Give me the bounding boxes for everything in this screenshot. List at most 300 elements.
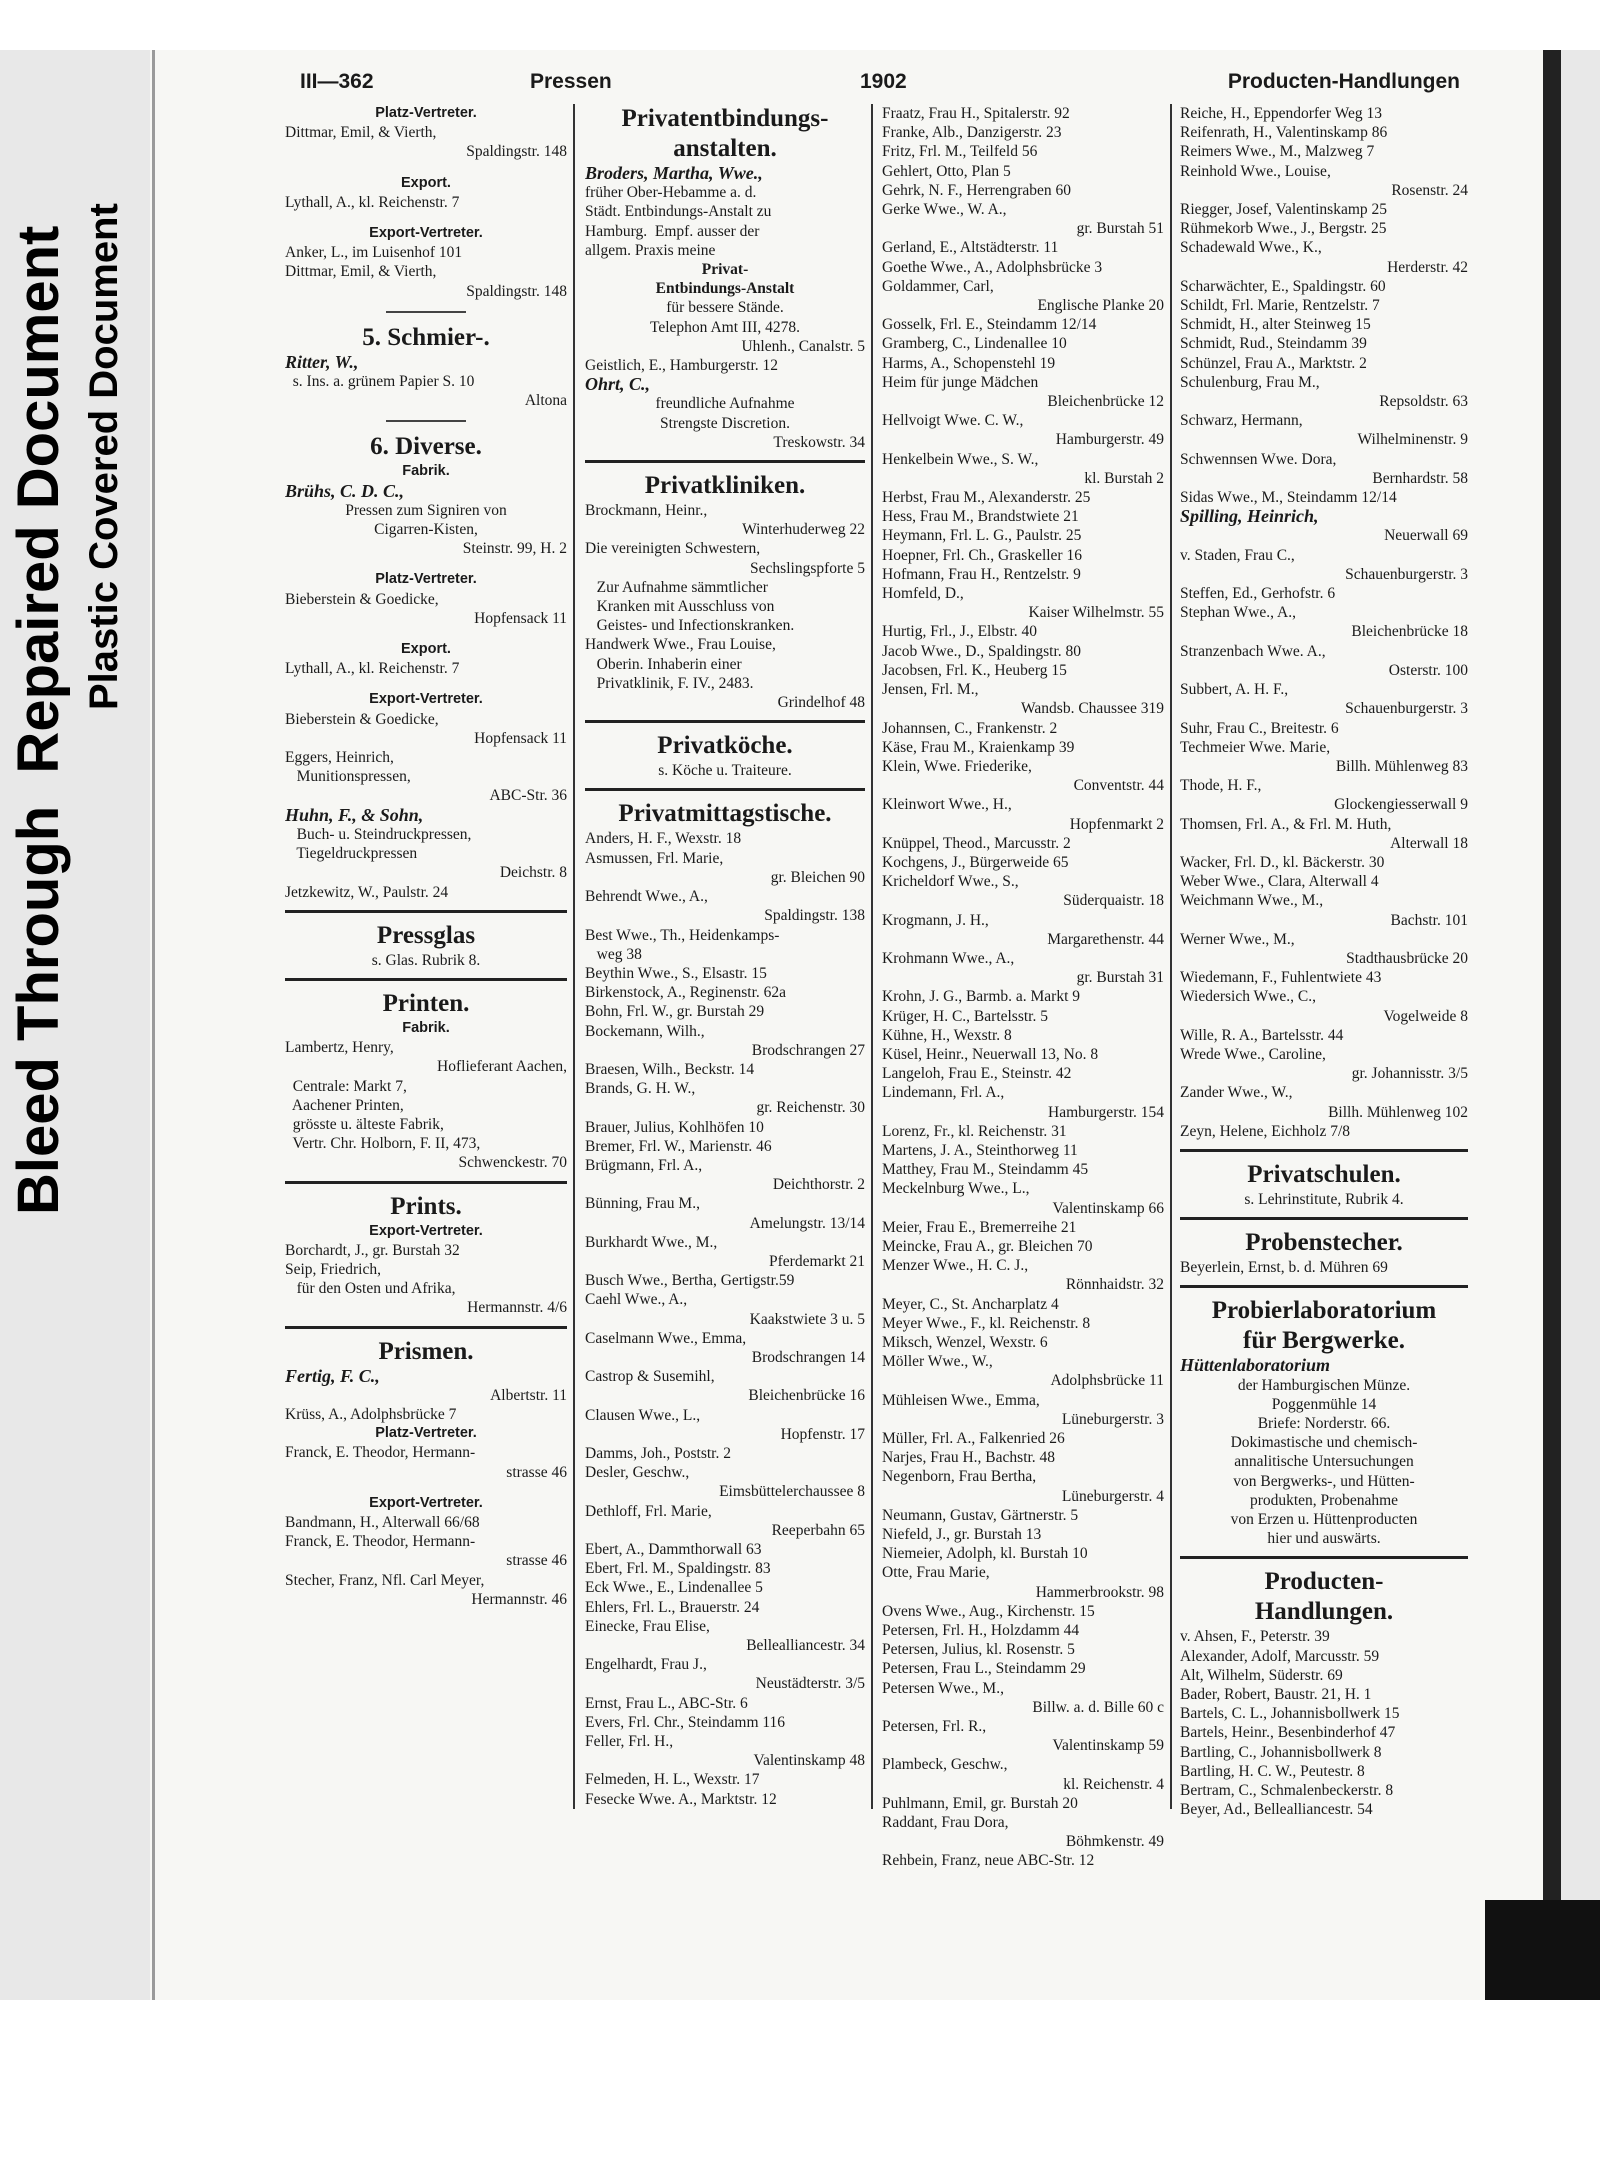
entry-line: Franck, E. Theodor, Hermann- bbox=[285, 1444, 476, 1462]
entry-line: Kaakstwiete 3 u. 5 bbox=[749, 1310, 865, 1328]
entry-line: Deichthorstr. 2 bbox=[772, 1176, 865, 1194]
entry-line: Bartling, H. C. W., Peutestr. 8 bbox=[1180, 1762, 1365, 1780]
entry-line: Mühleisen Wwe., Emma, bbox=[882, 1391, 1040, 1409]
entry-line: Narjes, Frau H., Bachstr. 48 bbox=[882, 1449, 1056, 1467]
section-rule bbox=[1180, 1149, 1468, 1152]
entry-line: Gosselk, Frl. E., Steindamm 12/14 bbox=[882, 316, 1097, 334]
entry-line: Wacker, Frl. D., kl. Bäckerstr. 30 bbox=[1180, 853, 1385, 871]
entry-line: Thode, H. F., bbox=[1180, 777, 1262, 795]
entry-line: Stecher, Franz, Nfl. Carl Meyer, bbox=[285, 1571, 485, 1589]
spacer bbox=[285, 162, 567, 174]
entry-line: Briefe: Norderstr. 66. bbox=[1257, 1414, 1391, 1432]
entry-line: für bessere Stände. bbox=[666, 299, 784, 317]
entry-line: Petersen Wwe., M., bbox=[882, 1679, 1004, 1697]
entry-line: Jensen, Frl. M., bbox=[882, 681, 979, 699]
section-heading: Privatschulen. bbox=[1247, 1160, 1401, 1188]
entry-line: kl. Reichenstr. 4 bbox=[1063, 1775, 1164, 1793]
entry-line: Ovens Wwe., Aug., Kirchenstr. 15 bbox=[882, 1602, 1095, 1620]
entry-line: gr. Reichenstr. 30 bbox=[756, 1099, 865, 1117]
entry-line: Sidas Wwe., M., Steindamm 12/14 bbox=[1180, 489, 1397, 507]
entry-line: Sechslingspforte 5 bbox=[750, 559, 865, 577]
entry-line: Beyer, Ad., Bellealliancestr. 54 bbox=[1180, 1801, 1373, 1819]
entry-line: Neumann, Gustav, Gärtnerstr. 5 bbox=[882, 1506, 1079, 1524]
entry-line: Bandmann, H., Alterwall 66/68 bbox=[285, 1513, 480, 1531]
featured-entry: Hüttenlaboratorium bbox=[1180, 1356, 1331, 1376]
spacer bbox=[285, 558, 567, 570]
entry-line: Meyer, C., St. Ancharplatz 4 bbox=[882, 1295, 1059, 1313]
entry-line: Süderquaistr. 18 bbox=[1063, 892, 1164, 910]
entry-line: Hess, Frau M., Brandstwiete 21 bbox=[882, 508, 1079, 526]
entry-line: von Bergwerks-, und Hütten- bbox=[1233, 1472, 1415, 1490]
entry-line: Rönnhaidstr. 32 bbox=[1065, 1276, 1164, 1294]
scan-corner-block bbox=[1485, 1900, 1600, 2000]
page-number: III—362 bbox=[300, 70, 374, 93]
entry-line: Asmussen, Frl. Marie, bbox=[585, 849, 724, 867]
entry-line: Lythall, A., kl. Reichenstr. 7 bbox=[285, 660, 460, 678]
entry-line: Heim für junge Mädchen bbox=[882, 373, 1039, 391]
section-rule bbox=[585, 720, 865, 723]
entry-line: strasse 46 bbox=[506, 1463, 567, 1481]
entry-line: Geistes- und Infectionskranken. bbox=[585, 617, 795, 635]
section-heading: Privatkliniken. bbox=[644, 472, 806, 500]
entry-line: Margarethenstr. 44 bbox=[1047, 930, 1164, 948]
entry-line: Subbert, A. H. F., bbox=[1180, 681, 1289, 699]
entry-line: Uhlenh., Canalstr. 5 bbox=[741, 337, 865, 355]
entry-line: Glockengiesserwall 9 bbox=[1334, 796, 1468, 814]
entry-line: gr. Burstah 51 bbox=[1076, 220, 1164, 238]
entry-line: Franke, Alb., Danzigerstr. 23 bbox=[882, 124, 1062, 142]
entry-line: Hellvoigt Wwe. C. W., bbox=[882, 412, 1024, 430]
entry-line: Eggers, Heinrich, bbox=[285, 749, 394, 767]
entry-line: Meier, Frau E., Bremerreihe 21 bbox=[882, 1218, 1077, 1236]
subsection-label: Platz-Vertreter. bbox=[375, 105, 477, 121]
section-heading: Probenstecher. bbox=[1245, 1229, 1403, 1257]
entry-line: Stranzenbach Wwe. A., bbox=[1180, 642, 1326, 660]
entry-line: Meincke, Frau A., gr. Bleichen 70 bbox=[882, 1237, 1093, 1255]
entry-line: Bernhardstr. 58 bbox=[1372, 469, 1468, 487]
entry-line: Valentinskamp 59 bbox=[1052, 1737, 1164, 1755]
section-heading: Privatmittagstische. bbox=[618, 800, 832, 828]
section-rule bbox=[1180, 1285, 1468, 1288]
entry-line: Bünning, Frau M., bbox=[585, 1195, 700, 1213]
subsection-label: Fabrik. bbox=[402, 1019, 450, 1036]
entry-line: kl. Burstah 2 bbox=[1084, 469, 1164, 487]
spacer bbox=[285, 212, 567, 224]
entry-line: Goethe Wwe., A., Adolphsbrücke 3 bbox=[882, 258, 1103, 276]
entry-line: strasse 46 bbox=[506, 1552, 567, 1570]
entry-line: Weichmann Wwe., M., bbox=[1180, 892, 1324, 910]
entry-line: Bartling, C., Johannisbollwerk 8 bbox=[1180, 1743, 1382, 1761]
entry-line: Spaldingstr. 148 bbox=[466, 143, 567, 161]
entry-line: Fraatz, Frau H., Spitalerstr. 92 bbox=[882, 105, 1070, 122]
entry-line: Spaldingstr. 138 bbox=[764, 907, 865, 925]
entry-line: Handwerk Wwe., Frau Louise, bbox=[585, 636, 776, 654]
entry-line: Reimers Wwe., M., Malzweg 7 bbox=[1180, 143, 1375, 161]
entry-line: früher Ober-Hebamme a. d. bbox=[585, 184, 757, 202]
section-rule bbox=[585, 460, 865, 463]
entry-line: grösste u. älteste Fabrik, bbox=[285, 1115, 444, 1133]
entry-line: Adolphsbrücke 11 bbox=[1050, 1372, 1164, 1390]
topic-title: Producten-Handlungen bbox=[1227, 70, 1460, 93]
entry-line: Kühne, H., Wexstr. 8 bbox=[882, 1026, 1012, 1044]
entry-line: weg 38 bbox=[585, 945, 642, 963]
entry-line: Bockemann, Wilh., bbox=[585, 1022, 705, 1040]
entry-line: Bleichenbrücke 18 bbox=[1351, 623, 1468, 641]
entry-line: Altona bbox=[524, 392, 567, 410]
entry-line: Knüppel, Theod., Marcusstr. 2 bbox=[882, 834, 1071, 852]
entry-line: Klein, Wwe. Friederike, bbox=[882, 757, 1032, 775]
entry-line: Schünzel, Frau A., Marktstr. 2 bbox=[1180, 354, 1367, 372]
entry-line: Hoepner, Frl. Ch., Graskeller 16 bbox=[882, 546, 1082, 564]
featured-entry: Spilling, Heinrich, bbox=[1180, 507, 1319, 527]
entry-line: annalitische Untersuchungen bbox=[1234, 1453, 1414, 1471]
entry-line: Kaiser Wilhelmstr. 55 bbox=[1028, 604, 1164, 622]
spacer bbox=[285, 678, 567, 690]
entry-line: für den Osten und Afrika, bbox=[285, 1280, 456, 1298]
entry-line: Hermannstr. 46 bbox=[471, 1590, 567, 1608]
featured-entry: Ohrt, C., bbox=[585, 375, 651, 395]
entry-line: Wille, R. A., Bartelsstr. 44 bbox=[1180, 1026, 1344, 1044]
subsection-label: Export. bbox=[401, 641, 451, 658]
entry-line: Valentinskamp 66 bbox=[1052, 1199, 1164, 1217]
entry-line: Geistlich, E., Hamburgerstr. 12 bbox=[585, 357, 779, 375]
entry-line: Wiedemann, F., Fuhlentwiete 43 bbox=[1180, 969, 1382, 987]
entry-line: Wrede Wwe., Caroline, bbox=[1180, 1045, 1326, 1063]
entry-line: Meckelnburg Wwe., L., bbox=[882, 1180, 1030, 1198]
entry-line: Beythin Wwe., S., Elsastr. 15 bbox=[585, 964, 767, 982]
entry-line: freundliche Aufnahme bbox=[655, 395, 795, 413]
entry-line: Jetzkewitz, W., Paulstr. 24 bbox=[285, 883, 449, 901]
entry-line: Bleichenbrücke 12 bbox=[1047, 393, 1164, 411]
entry-line: Miksch, Wenzel, Wexstr. 6 bbox=[882, 1334, 1048, 1351]
entry-line: Niefeld, J., gr. Burstah 13 bbox=[882, 1526, 1042, 1544]
section-heading: Prismen. bbox=[378, 1337, 474, 1365]
entry-line: Damms, Joh., Poststr. 2 bbox=[585, 1444, 731, 1462]
section-heading: Probierlaboratorium für Bergwerke. bbox=[1211, 1297, 1437, 1355]
entry-line: Amelungstr. 13/14 bbox=[749, 1214, 865, 1232]
entry-line: Reeperbahn 65 bbox=[771, 1521, 865, 1539]
entry-line: Gerke Wwe., W. A., bbox=[882, 201, 1007, 219]
featured-entry: Huhn, F., & Sohn, bbox=[285, 805, 424, 825]
entry-line: Wilhelminenstr. 9 bbox=[1357, 431, 1468, 449]
section-rule bbox=[285, 910, 567, 913]
entry-line: Meyer Wwe., F., kl. Reichenstr. 8 bbox=[882, 1314, 1091, 1332]
entry-line: Zander Wwe., W., bbox=[1180, 1084, 1293, 1102]
entry-line: Caselmann Wwe., Emma, bbox=[585, 1329, 747, 1347]
entry-line: Stephan Wwe., A., bbox=[1180, 604, 1296, 622]
entry-line: Hopfenstr. 17 bbox=[780, 1425, 865, 1443]
entry-line: Franck, E. Theodor, Hermann- bbox=[285, 1533, 476, 1551]
entry-line: Schwenckestr. 70 bbox=[458, 1154, 567, 1172]
entry-line: Hofmann, Frau H., Rentzelstr. 9 bbox=[882, 565, 1081, 583]
side-label-secondary: Plastic Covered Document bbox=[82, 203, 126, 710]
entry-line: Billh. Mühlenweg 83 bbox=[1335, 757, 1468, 775]
entry-line: Privat- bbox=[701, 261, 749, 279]
entry-line: Bartels, C. L., Johannisbollwerk 15 bbox=[1180, 1705, 1400, 1723]
entry-line: Fesecke Wwe. A., Marktstr. 12 bbox=[585, 1790, 777, 1808]
column-2 bbox=[585, 104, 865, 1809]
entry-line: Bertram, C., Schmalenbeckerstr. 8 bbox=[1180, 1782, 1394, 1800]
entry-line: Burkhardt Wwe., M., bbox=[585, 1233, 718, 1251]
entry-line: Schauenburgerstr. 3 bbox=[1345, 700, 1468, 718]
entry-line: Plambeck, Geschw., bbox=[882, 1756, 1008, 1774]
entry-line: Suhr, Frau C., Breitestr. 6 bbox=[1180, 719, 1339, 737]
entry-line: gr. Burstah 31 bbox=[1076, 969, 1164, 987]
entry-line: v. Staden, Frau C., bbox=[1180, 546, 1295, 564]
entry-line: Grindelhof 48 bbox=[777, 694, 865, 712]
entry-line: Brockmann, Heinr., bbox=[585, 502, 708, 520]
entry-line: Beyerlein, Ernst, b. d. Mühren 69 bbox=[1180, 1259, 1388, 1277]
entry-line: Jacob Wwe., D., Spaldingstr. 80 bbox=[882, 642, 1082, 660]
entry-line: Dittmar, Emil, & Vierth, bbox=[285, 124, 437, 142]
scan-right-border bbox=[1543, 50, 1561, 2000]
featured-entry: Ritter, W., bbox=[285, 352, 359, 372]
entry-line: Behrendt Wwe., A., bbox=[585, 888, 708, 906]
entry-line: Thomsen, Frl. A., & Frl. M. Huth, bbox=[1180, 815, 1392, 833]
entry-line: Alexander, Adolf, Marcusstr. 59 bbox=[1180, 1647, 1380, 1665]
section-heading: Producten- Handlungen. bbox=[1254, 1568, 1394, 1626]
entry-line: Gramberg, C., Lindenallee 10 bbox=[882, 335, 1067, 353]
entry-line: Petersen, Julius, kl. Rosenstr. 5 bbox=[882, 1641, 1075, 1659]
entry-line: Feller, Frl. H., bbox=[585, 1733, 674, 1751]
entry-line: Hamburg. Empf. ausser der bbox=[585, 222, 760, 240]
featured-entry: Broders, Martha, Wwe., bbox=[585, 164, 763, 183]
entry-line: Böhmkenstr. 49 bbox=[1065, 1833, 1164, 1851]
entry-line: Borchardt, J., gr. Burstah 32 bbox=[285, 1241, 460, 1259]
entry-line: Reiche, H., Eppendorfer Weg 13 bbox=[1180, 105, 1383, 122]
entry-line: Ernst, Frau L., ABC-Str. 6 bbox=[585, 1694, 748, 1712]
entry-line: Weber Wwe., Clara, Alterwall 4 bbox=[1180, 873, 1379, 891]
featured-entry: Fertig, F. C., bbox=[285, 1366, 380, 1386]
entry-line: v. Ahsen, F., Peterstr. 39 bbox=[1180, 1628, 1330, 1646]
entry-line: Niemeier, Adolph, kl. Burstah 10 bbox=[882, 1545, 1088, 1563]
entry-line: Hopfensack 11 bbox=[474, 729, 567, 747]
entry-line: Vertr. Chr. Holborn, F. II, 473, bbox=[285, 1135, 481, 1153]
entry-line: Reinhold Wwe., Louise, bbox=[1180, 162, 1331, 180]
entry-line: Centrale: Markt 7, bbox=[285, 1077, 407, 1095]
entry-line: Aachener Printen, bbox=[285, 1096, 404, 1114]
entry-line: Hoflieferant Aachen, bbox=[437, 1058, 567, 1076]
year: 1902 bbox=[860, 70, 907, 93]
entry-line: Lorenz, Fr., kl. Reichenstr. 31 bbox=[882, 1122, 1067, 1140]
entry-line: Busch Wwe., Bertha, Gertigstr.59 bbox=[585, 1272, 795, 1290]
entry-line: Bieberstein & Goedicke, bbox=[285, 710, 439, 728]
entry-line: Schmidt, H., alter Steinweg 15 bbox=[1180, 316, 1371, 334]
entry-line: Ehlers, Frl. L., Brauerstr. 24 bbox=[585, 1598, 760, 1616]
entry-line: Einecke, Frau Elise, bbox=[585, 1617, 710, 1635]
entry-line: Hopfenmarkt 2 bbox=[1069, 815, 1164, 833]
entry-line: Bohn, Frl. W., gr. Burstah 29 bbox=[585, 1003, 765, 1021]
side-label-primary: Bleed Through Repaired Document bbox=[6, 225, 71, 1215]
entry-line: von Erzen u. Hüttenproducten bbox=[1230, 1511, 1418, 1528]
entry-line: Schadewald Wwe., K., bbox=[1180, 239, 1322, 257]
entry-line: Scharwächter, E., Spaldingstr. 60 bbox=[1180, 277, 1386, 295]
entry-line: Otte, Frau Marie, bbox=[882, 1564, 990, 1582]
entry-line: Tiegeldruckpressen bbox=[285, 845, 418, 863]
entry-line: Möller Wwe., W., bbox=[882, 1353, 993, 1371]
entry-line: Schwarz, Hermann, bbox=[1180, 412, 1303, 430]
entry-line: Riegger, Josef, Valentinskamp 25 bbox=[1180, 201, 1388, 219]
subsection-label: Export-Vertreter. bbox=[369, 1222, 483, 1239]
entry-line: Johannsen, C., Frankenstr. 2 bbox=[882, 719, 1058, 737]
entry-line: der Hamburgischen Münze. bbox=[1237, 1376, 1411, 1394]
entry-line: Brauer, Julius, Kohlhöfen 10 bbox=[585, 1118, 764, 1136]
entry-line: Städt. Entbindungs-Anstalt zu bbox=[585, 203, 772, 221]
entry-line: Stadthausbrücke 20 bbox=[1346, 949, 1468, 967]
entry-line: Herbst, Frau M., Alexanderstr. 25 bbox=[882, 489, 1091, 507]
entry-line: s. Köche u. Traiteure. bbox=[658, 762, 792, 780]
entry-line: Englische Planke 20 bbox=[1037, 297, 1164, 315]
section-heading: 5. Schmier-. bbox=[362, 323, 490, 351]
entry-line: Techmeier Wwe. Marie, bbox=[1180, 738, 1331, 756]
entry-line: Herderstr. 42 bbox=[1387, 258, 1468, 276]
entry-line: Martens, J. A., Steinthorweg 11 bbox=[882, 1141, 1078, 1159]
entry-line: Jacobsen, Frl. K., Heuberg 15 bbox=[882, 661, 1067, 679]
entry-line: Petersen, Frl. R., bbox=[882, 1718, 987, 1736]
entry-line: Strengste Discretion. bbox=[659, 414, 790, 432]
entry-line: Goldammer, Carl, bbox=[882, 277, 994, 295]
entry-line: Best Wwe., Th., Heidenkamps- bbox=[585, 926, 780, 944]
section-heading: Privatköche. bbox=[657, 732, 793, 760]
subsection-label: Export. bbox=[401, 174, 451, 191]
column-divider bbox=[573, 104, 575, 1809]
column-3 bbox=[882, 104, 1164, 1871]
entry-line: Osterstr. 100 bbox=[1388, 661, 1468, 679]
entry-line: Menzer Wwe., H. C. J., bbox=[882, 1257, 1029, 1275]
entry-line: Hamburgerstr. 49 bbox=[1055, 431, 1164, 449]
entry-line: Lambertz, Henry, bbox=[285, 1039, 394, 1057]
entry-line: Henkelbein Wwe., S. W., bbox=[882, 450, 1039, 468]
section-rule bbox=[1180, 1217, 1468, 1220]
entry-line: Lüneburgerstr. 4 bbox=[1061, 1487, 1164, 1505]
spacer bbox=[285, 1482, 567, 1494]
entry-line: Reifenrath, H., Valentinskamp 86 bbox=[1180, 124, 1388, 142]
entry-line: Langeloh, Frau E., Steinstr. 42 bbox=[882, 1065, 1072, 1083]
entry-line: Steffen, Ed., Gerhofstr. 6 bbox=[1180, 585, 1336, 603]
entry-line: Krüss, A., Adolphsbrücke 7 bbox=[285, 1405, 457, 1423]
entry-line: Petersen, Frl. H., Holzdamm 44 bbox=[882, 1622, 1080, 1640]
entry-line: s. Lehrinstitute, Rubrik 4. bbox=[1244, 1190, 1404, 1208]
entry-line: Hamburgerstr. 154 bbox=[1048, 1103, 1164, 1121]
entry-line: Gerland, E., Altstädterstr. 11 bbox=[882, 239, 1059, 257]
page-gutter-edge bbox=[152, 50, 155, 2000]
entry-line: Kranken mit Ausschluss von bbox=[585, 598, 775, 616]
entry-line: Rühmekorb Wwe., J., Bergstr. 25 bbox=[1180, 220, 1387, 238]
entry-line: Bachstr. 101 bbox=[1390, 911, 1468, 929]
entry-line: Billw. a. d. Bille 60 c bbox=[1032, 1698, 1164, 1716]
entry-line: Braesen, Wilh., Beckstr. 14 bbox=[585, 1060, 755, 1078]
entry-line: Negenborn, Frau Bertha, bbox=[882, 1468, 1037, 1486]
section-title: Pressen bbox=[530, 70, 612, 93]
entry-line: Billh. Mühlenweg 102 bbox=[1328, 1103, 1468, 1121]
entry-line: Dokimastische und chemisch- bbox=[1230, 1434, 1418, 1452]
entry-line: Repsoldstr. 63 bbox=[1379, 393, 1468, 411]
entry-line: Schauenburgerstr. 3 bbox=[1345, 565, 1468, 583]
section-heading: Privatentbindungs- anstalten. bbox=[621, 105, 829, 162]
entry-line: gr. Bleichen 90 bbox=[770, 868, 865, 886]
entry-line: Hurtig, Frl., J., Elbstr. 40 bbox=[882, 623, 1038, 641]
entry-line: Castrop & Susemihl, bbox=[585, 1368, 715, 1386]
entry-line: Wandsb. Chaussee 319 bbox=[1021, 700, 1164, 718]
entry-line: Schmidt, Rud., Steindamm 39 bbox=[1180, 335, 1367, 353]
short-rule bbox=[386, 311, 466, 313]
entry-line: Lindemann, Frl. A., bbox=[882, 1084, 1005, 1102]
entry-line: Schwennsen Wwe. Dora, bbox=[1180, 450, 1337, 468]
entry-line: Lüneburgerstr. 3 bbox=[1061, 1410, 1164, 1428]
entry-line: allgem. Praxis meine bbox=[585, 241, 716, 259]
subsection-label: Export-Vertreter. bbox=[369, 225, 483, 242]
entry-line: Werner Wwe., M., bbox=[1180, 930, 1295, 948]
entry-line: Privatklinik, F. IV., 2483. bbox=[585, 674, 754, 692]
entry-line: Munitionspressen, bbox=[285, 768, 411, 786]
entry-line: Kochgens, J., Bürgerweide 65 bbox=[882, 853, 1069, 871]
section-rule bbox=[285, 1181, 567, 1184]
entry-line: Vogelweide 8 bbox=[1383, 1007, 1468, 1025]
subsection-label: Platz-Vertreter. bbox=[375, 571, 477, 588]
entry-line: s. Ins. a. grünem Papier S. 10 bbox=[285, 373, 475, 391]
entry-line: Schildt, Frl. Marie, Rentzelstr. 7 bbox=[1180, 297, 1380, 315]
entry-line: Harms, A., Schopenstehl 19 bbox=[882, 354, 1056, 372]
entry-line: Buch- u. Steindruckpressen, bbox=[285, 825, 472, 843]
entry-line: Käse, Frau M., Kraienkamp 39 bbox=[882, 738, 1075, 756]
entry-line: Bartels, Heinr., Besenbinderhof 47 bbox=[1180, 1724, 1396, 1742]
entry-line: Telephon Amt III, 4278. bbox=[649, 318, 800, 336]
entry-line: Winterhuderweg 22 bbox=[742, 521, 865, 539]
entry-line: Bieberstein & Goedicke, bbox=[285, 590, 439, 608]
entry-line: Alt, Wilhelm, Süderstr. 69 bbox=[1180, 1666, 1343, 1684]
entry-line: Krohn, J. G., Barmb. a. Markt 9 bbox=[882, 988, 1081, 1006]
entry-line: Seip, Friedrich, bbox=[285, 1260, 381, 1278]
entry-line: Fritz, Frl. M., Teilfeld 56 bbox=[882, 143, 1038, 161]
section-heading: Prints. bbox=[390, 1192, 462, 1220]
entry-line: Hammerbrookstr. 98 bbox=[1035, 1583, 1164, 1601]
entry-line: Eimsbüttelerchaussee 8 bbox=[719, 1483, 865, 1501]
entry-line: hier und auswärts. bbox=[1267, 1530, 1381, 1548]
entry-line: Brodschrangen 27 bbox=[751, 1041, 865, 1059]
entry-line: Anker, L., im Luisenhof 101 bbox=[285, 244, 463, 262]
entry-line: Brügmann, Frl. A., bbox=[585, 1156, 703, 1174]
featured-entry: Brühs, C. D. C., bbox=[285, 481, 405, 501]
entry-line: Clausen Wwe., L., bbox=[585, 1406, 701, 1424]
entry-line: Steinstr. 99, H. 2 bbox=[462, 540, 567, 558]
entry-line: Cigarren-Kisten, bbox=[374, 521, 478, 539]
entry-line: Bader, Robert, Baustr. 21, H. 1 bbox=[1180, 1686, 1372, 1704]
entry-line: Desler, Geschw., bbox=[585, 1464, 690, 1482]
entry-line: Valentinskamp 48 bbox=[753, 1752, 865, 1770]
entry-line: Schulenburg, Frau M., bbox=[1180, 373, 1320, 391]
entry-line: Albertstr. 11 bbox=[490, 1386, 567, 1404]
entry-line: Spaldingstr. 148 bbox=[466, 282, 567, 300]
entry-line: Anders, H. F., Wexstr. 18 bbox=[585, 830, 742, 848]
entry-line: Oberin. Inhaberin einer bbox=[585, 655, 742, 673]
running-header bbox=[300, 70, 1460, 98]
entry-line: Treskowstr. 34 bbox=[773, 433, 865, 451]
entry-line: Ebert, Frl. M., Spaldingstr. 83 bbox=[585, 1560, 771, 1578]
entry-line: s. Glas. Rubrik 8. bbox=[371, 951, 481, 969]
entry-line: Puhlmann, Emil, gr. Burstah 20 bbox=[882, 1794, 1078, 1812]
entry-line: Felmeden, H. L., Wexstr. 17 bbox=[585, 1771, 760, 1789]
entry-line: Engelhardt, Frau J., bbox=[585, 1656, 707, 1674]
entry-line: Gehlert, Otto, Plan 5 bbox=[882, 162, 1011, 180]
entry-line: Deichstr. 8 bbox=[499, 864, 567, 882]
entry-line: Küsel, Heinr., Neuerwall 13, No. 8 bbox=[882, 1045, 1099, 1063]
section-heading: 6. Diverse. bbox=[370, 433, 482, 461]
column-1 bbox=[285, 104, 567, 1609]
entry-line: Entbindungs-Anstalt bbox=[655, 280, 795, 298]
section-rule bbox=[285, 978, 567, 981]
subsection-label: Export-Vertreter. bbox=[369, 1494, 483, 1511]
short-rule bbox=[386, 420, 466, 422]
